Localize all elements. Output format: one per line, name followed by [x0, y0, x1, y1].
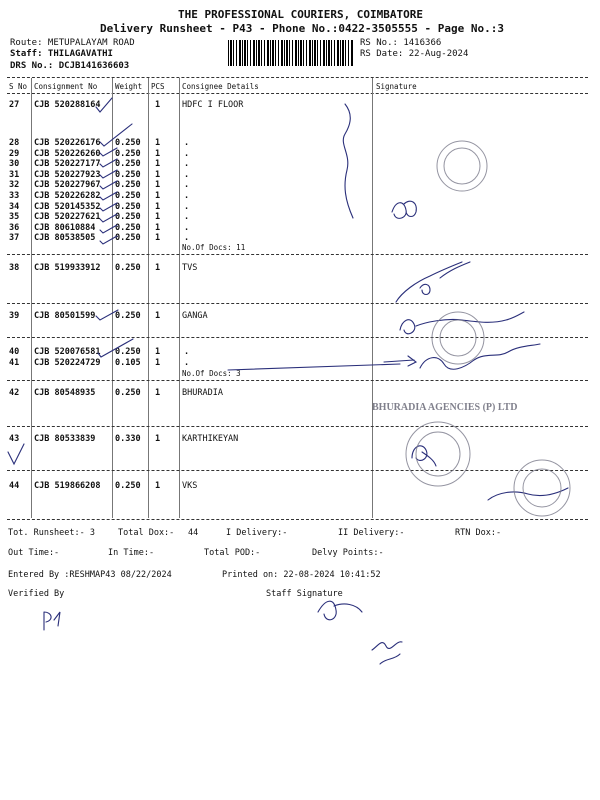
table-row-consignment: CJB 520227177: [34, 159, 101, 170]
drs-number: DRS No.: DCJB141636603: [10, 61, 130, 71]
table-row-consignee: GANGA: [182, 311, 208, 321]
table-row-consignee: .: [184, 347, 190, 357]
table-row-consignment: CJB 80548935: [34, 388, 96, 398]
table-row-pcs: 1: [155, 201, 161, 212]
table-row-pcs: 1: [155, 434, 161, 444]
table-row-sno: 29: [9, 148, 20, 159]
table-row-sno: 43: [9, 434, 20, 444]
table-row-consignee: KARTHIKEYAN: [182, 434, 239, 444]
table-row-weight: 0.250: [115, 263, 141, 273]
table-row-sno: 37: [9, 233, 20, 244]
table-row-consignment: CJB 520288164: [34, 100, 101, 110]
table-row-consignee: VKS: [182, 481, 198, 491]
table-row-weight: 0.250: [115, 233, 141, 244]
column-rule: [148, 78, 149, 518]
column-rule: [31, 78, 32, 518]
table-row-pcs: 1: [155, 169, 161, 180]
ii-delivery: II Delivery:-: [338, 528, 405, 538]
table-row-consignee: .: [184, 169, 190, 180]
seal-stamp: [437, 141, 487, 191]
total-dox-label: Total Dox:-: [118, 528, 175, 538]
table-row-weight: 0.250: [115, 201, 141, 212]
signature-mark: [44, 612, 60, 630]
rs-number: RS No.: 1416366: [360, 38, 442, 48]
table-row-pcs: 1: [155, 358, 161, 368]
i-delivery: I Delivery:-: [226, 528, 288, 538]
divider: [7, 93, 588, 94]
table-row-sno: 30: [9, 159, 20, 170]
table-row-consignment: CJB 520076581: [34, 347, 101, 357]
divider: [7, 426, 588, 427]
table-row-weight: 0.250: [115, 180, 141, 191]
signature-mark: [372, 642, 402, 664]
divider: [7, 519, 588, 520]
signature-mark: [396, 262, 470, 302]
table-row-sno: 38: [9, 263, 20, 273]
table-row-weight: 0.250: [115, 481, 141, 491]
divider: [7, 254, 588, 255]
table-row-consignment: CJB 520227923: [34, 169, 101, 180]
table-row-pcs: 1: [155, 222, 161, 233]
out-time: Out Time:-: [8, 548, 60, 558]
table-row-sno: 27: [9, 100, 20, 110]
table-row-pcs: 1: [155, 180, 161, 191]
table-row-consignment: CJB 520145352: [34, 201, 101, 212]
tick-mark: [8, 444, 24, 464]
delvy-points: Delvy Points:-: [312, 548, 384, 558]
table-row-consignment: CJB 520226282: [34, 191, 101, 201]
table-row-weight: 0.105: [115, 358, 141, 368]
col-signature: Signature: [376, 82, 417, 91]
table-row-consignment: CJB 519933912: [34, 263, 101, 273]
entered-by: Entered By :RESHMAP43 08/22/2024: [8, 570, 172, 580]
arrow-line: [228, 364, 400, 370]
table-row-pcs: 1: [155, 138, 161, 148]
divider: [7, 470, 588, 471]
table-row-pcs: 1: [155, 148, 161, 159]
col-consignment: Consignment No: [34, 82, 98, 91]
table-row-consignment: CJB 520227967: [34, 180, 101, 191]
divider: [7, 77, 588, 78]
table-row-consignee: .: [184, 180, 190, 191]
col-pcs: PCS: [151, 82, 165, 91]
table-row-sno: 31: [9, 169, 20, 180]
printed-on: Printed on: 22-08-2024 10:41:52: [222, 570, 381, 580]
divider: [7, 303, 588, 304]
rs-date: RS Date: 22-Aug-2024: [360, 49, 469, 59]
table-row-consignee: .: [184, 201, 190, 212]
table-row-consignee: .: [184, 222, 190, 233]
docs-count: No.Of Docs: 3: [182, 369, 241, 378]
company-stamp: BHURADIA AGENCIES (P) LTD: [372, 402, 518, 413]
table-row-consignment: CJB 520227621: [34, 212, 101, 223]
table-row-consignee: .: [184, 148, 190, 159]
table-row-consignee: .: [184, 358, 190, 368]
table-row-consignee: .: [184, 191, 190, 201]
table-row-sno: 39: [9, 311, 20, 321]
table-row-weight: 0.250: [115, 222, 141, 233]
route-label: Route: METUPALAYAM ROAD: [10, 38, 135, 48]
table-row-pcs: 1: [155, 481, 161, 491]
verified-by: Verified By: [8, 589, 65, 599]
table-row-consignment: CJB 80538505: [34, 233, 96, 244]
table-row-consignment: CJB 80610884: [34, 222, 96, 233]
signature-mark: [392, 201, 416, 218]
seal-stamp: [432, 312, 484, 364]
runsheet-title: Delivery Runsheet - P43 - Phone No.:0422-3505555 - Page No.:3: [100, 22, 504, 35]
col-consignee: Consignee Details: [182, 82, 259, 91]
table-row-weight: 0.250: [115, 191, 141, 201]
table-row-pcs: 1: [155, 100, 161, 110]
signature-mark: [384, 344, 540, 369]
total-runsheet: Tot. Runsheet:- 3: [8, 528, 95, 538]
table-row-consignment: CJB 520226176: [34, 138, 101, 148]
divider: [7, 380, 588, 381]
table-row-consignee: TVS: [182, 263, 198, 273]
table-row-consignment: CJB 519866208: [34, 481, 101, 491]
table-row-consignee: .: [184, 159, 190, 170]
table-row-sno: 35: [9, 212, 20, 223]
table-row-consignment: CJB 80501599: [34, 311, 96, 321]
barcode: [228, 40, 354, 66]
table-row-pcs: 1: [155, 388, 161, 398]
table-row-weight: 0.250: [115, 159, 141, 170]
signature-mark: [412, 446, 436, 466]
table-row-sno: 34: [9, 201, 20, 212]
table-row-weight: 0.250: [115, 212, 141, 223]
docs-count: No.Of Docs: 11: [182, 243, 246, 252]
table-row-sno: 32: [9, 180, 20, 191]
table-row-sno: 42: [9, 388, 20, 398]
table-row-sno: 40: [9, 347, 20, 357]
total-dox-value: 44: [188, 528, 199, 538]
table-row-consignee: HDFC I FLOOR: [182, 100, 244, 110]
signature-mark: [400, 312, 524, 334]
bracket-squiggle: [343, 104, 353, 218]
col-weight: Weight: [115, 82, 143, 91]
seal-stamp: [514, 460, 570, 516]
column-rule: [372, 78, 373, 518]
table-row-consignee: .: [184, 233, 190, 244]
signature-mark: [488, 488, 568, 500]
table-row-pcs: 1: [155, 233, 161, 244]
table-row-weight: 0.330: [115, 434, 141, 444]
table-row-weight: 0.250: [115, 347, 141, 357]
table-row-consignee: BHURADIA: [182, 388, 223, 398]
table-row-weight: 0.250: [115, 148, 141, 159]
divider: [7, 337, 588, 338]
table-row-pcs: 1: [155, 212, 161, 223]
table-row-pcs: 1: [155, 159, 161, 170]
table-row-consignee: .: [184, 138, 190, 148]
table-row-pcs: 1: [155, 311, 161, 321]
table-row-weight: 0.250: [115, 311, 141, 321]
table-row-sno: 41: [9, 358, 20, 368]
table-row-consignment: CJB 520224729: [34, 358, 101, 368]
staff-label: Staff: THILAGAVATHI: [10, 49, 113, 59]
table-row-sno: 28: [9, 138, 20, 148]
staff-signature: Staff Signature: [266, 589, 343, 599]
table-row-consignment: CJB 520226260: [34, 148, 101, 159]
table-row-pcs: 1: [155, 263, 161, 273]
table-row-weight: 0.250: [115, 388, 141, 398]
table-row-sno: 44: [9, 481, 20, 491]
total-pod: Total POD:-: [204, 548, 261, 558]
column-rule: [179, 78, 180, 518]
table-row-weight: 0.250: [115, 138, 141, 148]
table-row-consignee: .: [184, 212, 190, 223]
table-row-pcs: 1: [155, 347, 161, 357]
table-row-weight: 0.250: [115, 169, 141, 180]
signature-mark: [318, 601, 362, 620]
table-row-pcs: 1: [155, 191, 161, 201]
in-time: In Time:-: [108, 548, 155, 558]
table-row-sno: 36: [9, 222, 20, 233]
column-rule: [112, 78, 113, 518]
col-sno: S No: [9, 82, 28, 91]
seal-stamp: [406, 422, 470, 486]
company-name: THE PROFESSIONAL COURIERS, COIMBATORE: [178, 8, 424, 21]
table-row-sno: 33: [9, 191, 20, 201]
rtn-dox: RTN Dox:-: [455, 528, 502, 538]
table-row-consignment: CJB 80533839: [34, 434, 96, 444]
